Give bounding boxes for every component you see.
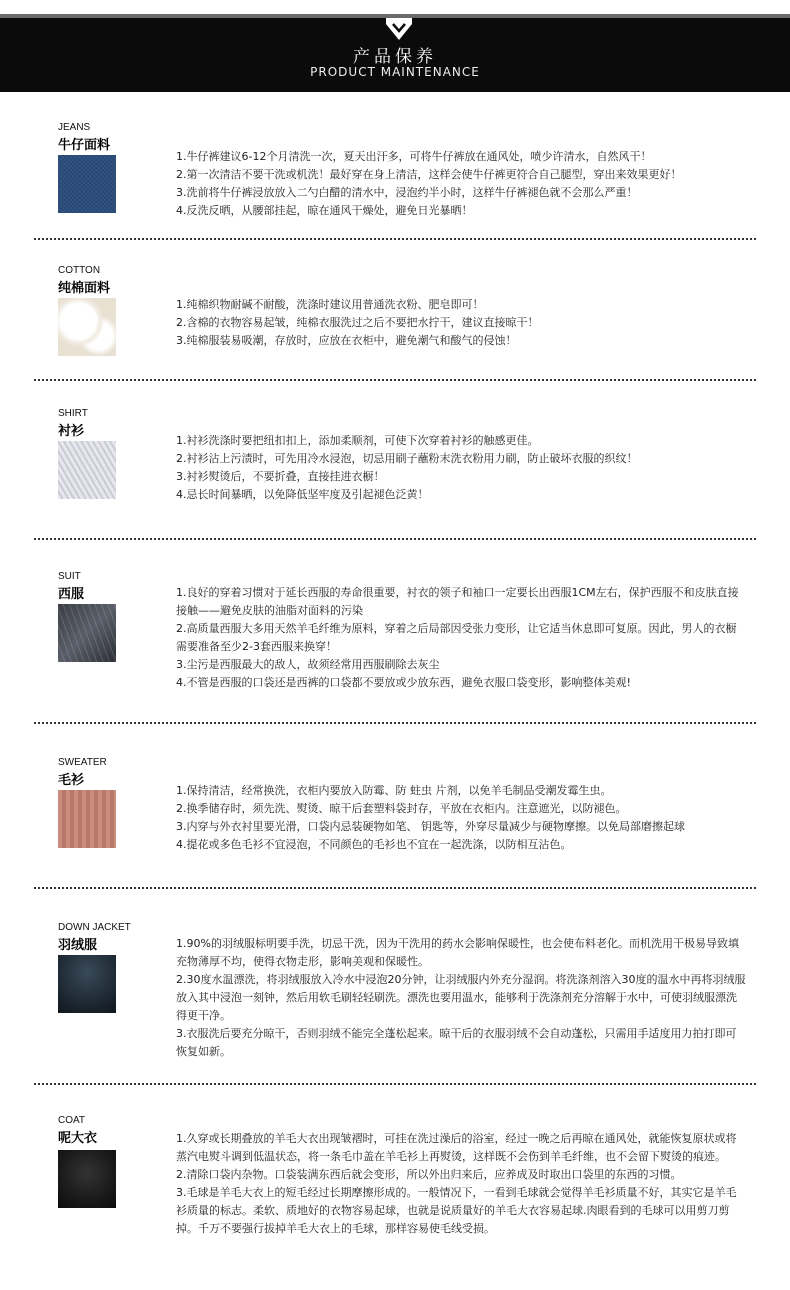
care-item: 3.尘污是西服最大的敌人，故须经常用西服刷除去灰尘 (176, 658, 440, 671)
care-list (176, 1130, 746, 1238)
care-item: 2.含棉的衣物容易起皱，纯棉衣服洗过之后不要把水拧干，建议直接晾干！ (176, 316, 539, 329)
section-label-en: COTTON (58, 265, 101, 276)
suit-image (58, 604, 116, 662)
care-item: 1.良好的穿着习惯对于延长西服的寿命很重要，衬衣的领子和袖口一定要长出西服1CM左右，保护西服不和皮肤直接接触——避免皮肤的油脂对面料的污染 (176, 586, 739, 617)
care-item: 1.衬衫洗涤时要把纽扣扣上，添加柔顺剂，可使下次穿着衬衫的触感更佳。 (176, 434, 539, 447)
care-list (176, 782, 746, 854)
care-item: 1.牛仔裤建议6-12个月清洗一次，夏天出汗多，可将牛仔裤放在通风处，喷少许清水，自然风干！ (176, 150, 652, 163)
section-label-en: DOWN JACKET (58, 922, 131, 933)
section-label-en: SWEATER (58, 757, 107, 768)
sweater-image (58, 790, 116, 848)
care-list (176, 584, 746, 692)
section-divider (34, 722, 756, 724)
care-item: 2.30度水温漂洗，将羽绒服放入冷水中浸泡20分钟，让羽绒服内外充分湿润。将洗涤剂溶入30度的温水中再将羽绒服放入其中浸泡一刻钟，然后用软毛刷轻轻刷洗。漂洗也要用温水，能够利于洗涤剂充分溶解于水中，可使羽绒服漂洗得更干净。 (176, 973, 746, 1022)
header-title-cn: 产品保养 (353, 47, 437, 67)
section-divider (34, 379, 756, 381)
cotton-image (58, 298, 116, 356)
section-label-cn: 毛衫 (58, 773, 85, 788)
care-item: 1.保持清洁，经常换洗，衣柜内要放入防霉、防 蛀虫 片剂，以免羊毛制品受潮发霉生虫。 (176, 784, 612, 797)
care-list (176, 935, 746, 1061)
care-item: 3.纯棉服装易吸潮，存放时，应放在衣柜中，避免潮气和酸气的侵蚀！ (176, 334, 517, 347)
section-label-en: SHIRT (58, 408, 88, 419)
care-item: 4.不管是西服的口袋还是西裤的口袋都不要放或少放东西，避免衣服口袋变形，影响整体美观! (176, 676, 631, 689)
care-item: 2.第一次清洁不要干洗或机洗！最好穿在身上清洁，这样会使牛仔裤更符合自己腿型，穿出来效果更好！ (176, 168, 682, 181)
jeans-fabric-image (58, 155, 116, 213)
down-chevron-badge-icon (386, 18, 412, 40)
care-item: 3.衬衫熨烫后，不要折叠，直接挂进衣橱！ (176, 470, 385, 483)
coat-image (58, 1150, 116, 1208)
section-label-en: JEANS (58, 122, 91, 133)
care-item: 3.衣服洗后要充分晾干，否则羽绒不能完全蓬松起来。晾干后的衣服羽绒不会自动蓬松，只需用手适度用力拍打即可恢复如新。 (176, 1027, 737, 1058)
care-item: 1.纯棉织物耐碱不耐酸，洗涤时建议用普通洗衣粉、肥皂即可！ (176, 298, 484, 311)
section-label-cn: 呢大衣 (58, 1131, 98, 1146)
page-header (0, 14, 790, 92)
care-list (176, 296, 746, 350)
section-divider (34, 538, 756, 540)
section-label-cn: 西服 (58, 587, 85, 602)
care-item: 4.提花或多色毛衫不宜浸泡，不同颜色的毛衫也不宜在一起洗涤，以防相互沾色。 (176, 838, 572, 851)
section-label-cn: 牛仔面料 (58, 138, 111, 153)
care-item: 4.忌长时间暴晒，以免降低坚牢度及引起褪色泛黄！ (176, 488, 429, 501)
section-divider (34, 238, 756, 240)
down-jacket-image (58, 955, 116, 1013)
care-item: 3.毛球是羊毛大衣上的短毛经过长期摩擦形成的。一般情况下，一看到毛球就会觉得羊毛衫质量不好，其实它是羊毛衫质量的标志。柔软、质地好的衣物容易起球，也就是说质量好的羊毛大衣容易起球.肉眼看到的毛球可以用剪刀剪掉。千万不要强行拔掉羊毛大衣上的毛球，那样容易使毛线受损。 (176, 1186, 737, 1235)
header-title-en: PRODUCT MAINTENANCE (310, 65, 480, 79)
section-label-en: SUIT (58, 571, 81, 582)
section-divider (34, 1083, 756, 1085)
care-item: 2.衬衫沾上污渍时，可先用冷水浸泡，切忌用刷子蘸粉末洗衣粉用力刷，防止破坏衣服的织纹！ (176, 452, 638, 465)
section-label-en: COAT (58, 1115, 86, 1126)
care-item: 1.90%的羽绒服标明要手洗，切忌干洗，因为干洗用的药水会影响保暖性，也会使布料老化。而机洗用干极易导致填充物薄厚不均，使得衣物走形，影响美观和保暖性。 (176, 937, 739, 968)
care-item: 2.高质量西服大多用天然羊毛纤维为原料，穿着之后局部因受张力变形，让它适当休息即可复原。因此，男人的衣橱需要准备至少2-3套西服来换穿！ (176, 622, 737, 653)
section-label-cn: 衬衫 (58, 424, 85, 439)
care-item: 3.内穿与外衣衬里要光滑，口袋内忌装硬物如笔、 钥匙等，外穿尽量减少与硬物摩擦。以免局部磨擦起球 (176, 820, 685, 833)
section-divider (34, 887, 756, 889)
care-list (176, 432, 746, 504)
section-label-cn: 羽绒服 (58, 938, 98, 953)
care-item: 2.清除口袋内杂物。口袋装满东西后就会变形，所以外出归来后，应养成及时取出口袋里的东西的习惯。 (176, 1168, 682, 1181)
care-item: 2.换季储存时，须先洗、熨烫、晾干后套塑料袋封存，平放在衣柜内。注意遮光，以防褪色。 (176, 802, 627, 815)
care-list (176, 148, 746, 220)
care-item: 3.洗前将牛仔裤浸放放入二勺白醋的清水中，浸泡约半小时，这样牛仔裤褪色就不会那么严重！ (176, 186, 638, 199)
care-item: 4.反洗反晒，从腰部挂起，晾在通风干燥处，避免日光暴晒！ (176, 204, 473, 217)
section-label-cn: 纯棉面料 (58, 281, 111, 296)
shirt-image (58, 441, 116, 499)
care-item: 1.久穿或长期叠放的羊毛大衣出现皱褶时，可挂在洗过澡后的浴室，经过一晚之后再晾在通风处，就能恢复原状或将蒸汽电熨斗调到低温状态，将一条毛巾盖在羊毛衫上再熨烫，这样既不会伤到羊毛纤维，也不会留下熨烫的痕迹。 (176, 1132, 737, 1163)
